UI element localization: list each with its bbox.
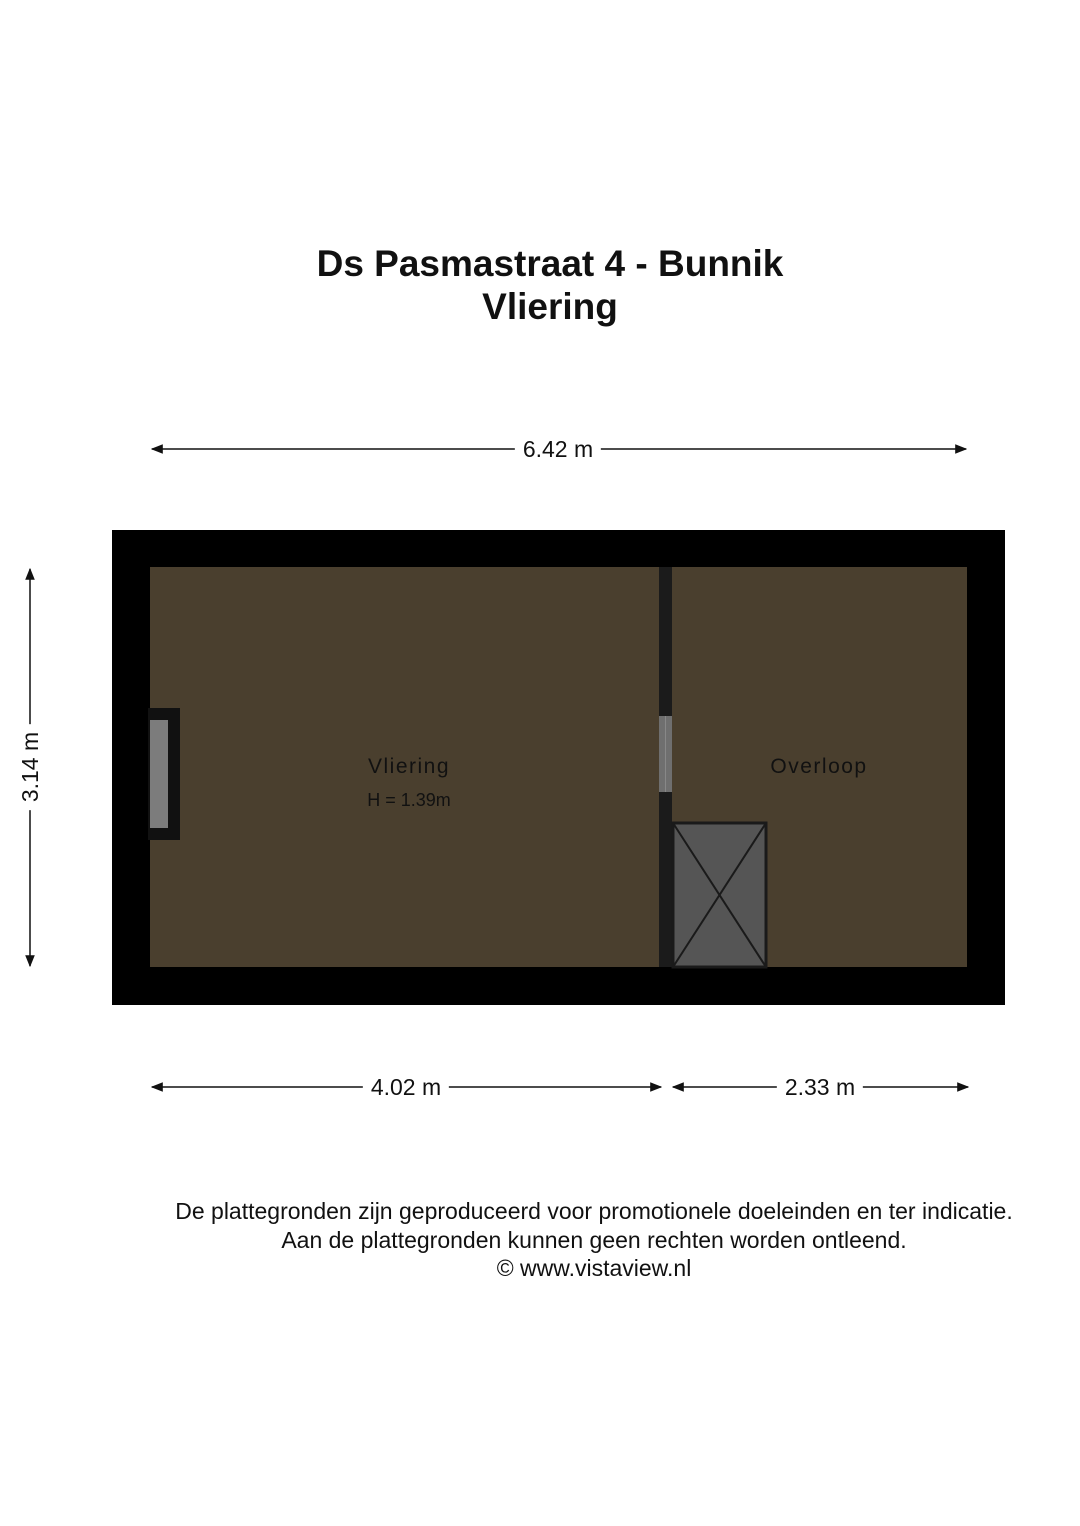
right-width-label: 2.33 m bbox=[777, 1073, 863, 1101]
depth-label: 3.14 m bbox=[16, 724, 44, 810]
left-width-label: 4.02 m bbox=[363, 1073, 449, 1101]
room-name-vliering: Vliering bbox=[367, 755, 451, 778]
disclaimer-line-2: Aan de plattegronden kunnen geen rechten worden ontleend. bbox=[281, 1227, 907, 1253]
plan-title: Ds Pasmastraat 4 - Bunnik bbox=[316, 243, 784, 284]
room-height-vliering: H = 1.39m bbox=[367, 790, 451, 810]
copyright-link[interactable]: © www.vistaview.nl bbox=[496, 1255, 692, 1281]
room-name-overloop: Overloop bbox=[770, 755, 868, 778]
total-width-label: 6.42 m bbox=[515, 435, 601, 463]
window-glass bbox=[150, 720, 168, 828]
floor-title: Vliering bbox=[482, 286, 618, 327]
disclaimer-line-1: De plattegronden zijn geproduceerd voor promotionele doeleinden en ter indicatie. bbox=[175, 1198, 1013, 1224]
